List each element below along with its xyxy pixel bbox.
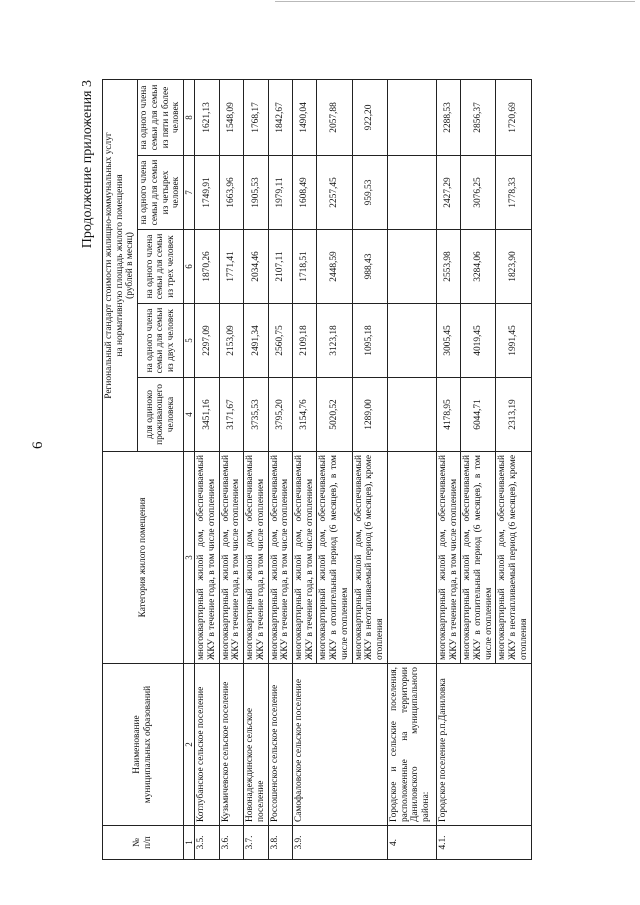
row-number: 3.5. [195,826,219,860]
value-family-2: 3005,45 [436,304,460,378]
header-category: Категория жилого помещения [103,452,184,664]
header-col6: на одного члена семьи для семьи из трех человек [138,230,184,304]
value-family-2: 3123,18 [317,304,352,378]
housing-standard-table [102,79,532,860]
row-number: 4. [387,826,436,860]
appendix-caption: Продолжение приложения 3 [80,80,95,249]
value-family-3: 988,43 [352,230,387,304]
row-number: 3.8. [268,826,292,860]
column-number: 2 [184,664,195,826]
housing-category: многоквартирный жилой дом, обеспечиваемый ЖКУ в течение года, в том числе отоплением [244,452,268,664]
value-family-4: 1905,53 [244,156,268,230]
municipality-name: Новонадеждинское сельское поселение [244,664,268,826]
value-family-5plus: 2288,53 [436,79,460,155]
value-single: 3451,16 [195,378,219,452]
table-row [195,79,219,859]
value-family-4: 2427,29 [436,156,460,230]
column-number: 4 [184,378,195,452]
housing-category: многоквартирный жилой дом, обеспечиваемый ЖКУ в отопительный период (6 месяцев), в том числе отоплением [461,452,496,664]
value-family-5plus: 1842,67 [268,79,292,155]
empty-cell [387,230,436,304]
housing-category: многоквартирный жилой дом, обеспечиваемый ЖКУ в неотапливаемый период (6 месяцев), кроме отопления [496,452,531,664]
column-number: 1 [184,826,195,860]
value-family-3: 1823,90 [496,230,531,304]
value-family-3: 2553,98 [436,230,460,304]
value-family-5plus: 922,20 [352,79,387,155]
scan-edge-line [275,1,635,2]
municipality-name: Самофаловское сельское поселение [293,664,388,826]
municipality-name: Котлубанское сельское поселение [195,664,219,826]
table-row [436,79,460,859]
value-family-5plus: 1621,13 [195,79,219,155]
value-single: 3795,20 [268,378,292,452]
empty-cell [387,378,436,452]
value-family-4: 1608,49 [293,156,317,230]
municipality-name: Россошенское сельское поселение [268,664,292,826]
value-family-3: 1771,41 [219,230,243,304]
value-family-5plus: 1548,09 [219,79,243,155]
table-row [244,79,268,859]
value-family-2: 2297,09 [195,304,219,378]
value-family-3: 2448,59 [317,230,352,304]
rotated-table-area [75,80,580,860]
value-family-2: 2491,34 [244,304,268,378]
table-row [387,79,436,859]
value-single: 5020,52 [317,378,352,452]
value-family-4: 3076,25 [461,156,496,230]
housing-category: многоквартирный жилой дом, обеспечиваемый ЖКУ в течение года, в том числе отоплением [436,452,460,664]
column-number: 3 [184,452,195,664]
row-number: 4.1. [436,826,531,860]
value-family-3: 2107,11 [268,230,292,304]
value-family-3: 1870,26 [195,230,219,304]
value-family-4: 1778,33 [496,156,531,230]
value-family-4: 1979,11 [268,156,292,230]
value-family-4: 1663,96 [219,156,243,230]
empty-cell [387,304,436,378]
housing-category: многоквартирный жилой дом, обеспечиваемый ЖКУ в течение года, в том числе отоплением [293,452,317,664]
value-single: 3735,53 [244,378,268,452]
value-family-5plus: 1490,04 [293,79,317,155]
column-number: 7 [184,156,195,230]
value-family-4: 1749,91 [195,156,219,230]
empty-cell [387,79,436,155]
value-family-2: 1095,18 [352,304,387,378]
row-number: 3.6. [219,826,243,860]
municipality-name: Городское и сельские поселения, расположенные на территории Даниловского муниципального района: [387,664,436,826]
value-family-5plus: 2057,88 [317,79,352,155]
column-number: 8 [184,79,195,155]
municipality-name: Кузьмичевское сельское поселение [219,664,243,826]
value-family-5plus: 1768,17 [244,79,268,155]
value-single: 6044,71 [461,378,496,452]
municipality-name: Городское поселение р.п.Даниловка [436,664,531,826]
value-family-3: 2034,46 [244,230,268,304]
table-row [293,79,317,859]
housing-category: многоквартирный жилой дом, обеспечиваемый ЖКУ в течение года, в том числе отоплением [219,452,243,664]
header-name: Наименование муниципальных образований [103,664,184,826]
value-family-4: 2257,45 [317,156,352,230]
value-family-2: 4019,45 [461,304,496,378]
header-standard: Региональный стандарт стоимости жилищно-коммунальных услуг на нормативную площадь жилого помещения (рублей в месяц) [103,79,138,451]
table-row [268,79,292,859]
value-family-2: 2153,09 [219,304,243,378]
column-number: 6 [184,230,195,304]
housing-category: многоквартирный жилой дом, обеспечиваемый ЖКУ в течение года, в том числе отоплением [268,452,292,664]
value-family-5plus: 2856,37 [461,79,496,155]
empty-cell [387,452,436,664]
row-number: 3.9. [293,826,388,860]
header-num: № п/п [103,826,184,860]
value-family-3: 3284,06 [461,230,496,304]
housing-category: многоквартирный жилой дом, обеспечиваемый ЖКУ в неотапливаемый период (6 месяцев), кроме отопления [352,452,387,664]
row-number: 3.7. [244,826,268,860]
housing-category: многоквартирный жилой дом, обеспечиваемый ЖКУ в отопительный период (6 месяцев), в том числе отоплением [317,452,352,664]
column-number: 5 [184,304,195,378]
value-family-2: 2560,75 [268,304,292,378]
table-row [219,79,243,859]
value-family-2: 2109,18 [293,304,317,378]
value-family-3: 1718,51 [293,230,317,304]
housing-category: многоквартирный жилой дом, обеспечиваемый ЖКУ в течение года, в том числе отоплением [195,452,219,664]
header-col8: на одного члена семьи для семьи из пяти и более человек [138,79,184,155]
value-single: 2313,19 [496,378,531,452]
value-family-4: 959,53 [352,156,387,230]
value-family-5plus: 1720,69 [496,79,531,155]
value-single: 3171,67 [219,378,243,452]
value-family-2: 1991,45 [496,304,531,378]
empty-cell [387,156,436,230]
value-single: 3154,76 [293,378,317,452]
header-col4: для одиноко проживающего человека [138,378,184,452]
header-col7: на одного члена семьи для семьи из четырех человек [138,156,184,230]
value-single: 4178,95 [436,378,460,452]
page-number: 6 [30,441,46,449]
header-col5: на одного члена семьи для семьи из двух человек [138,304,184,378]
value-single: 1289,00 [352,378,387,452]
